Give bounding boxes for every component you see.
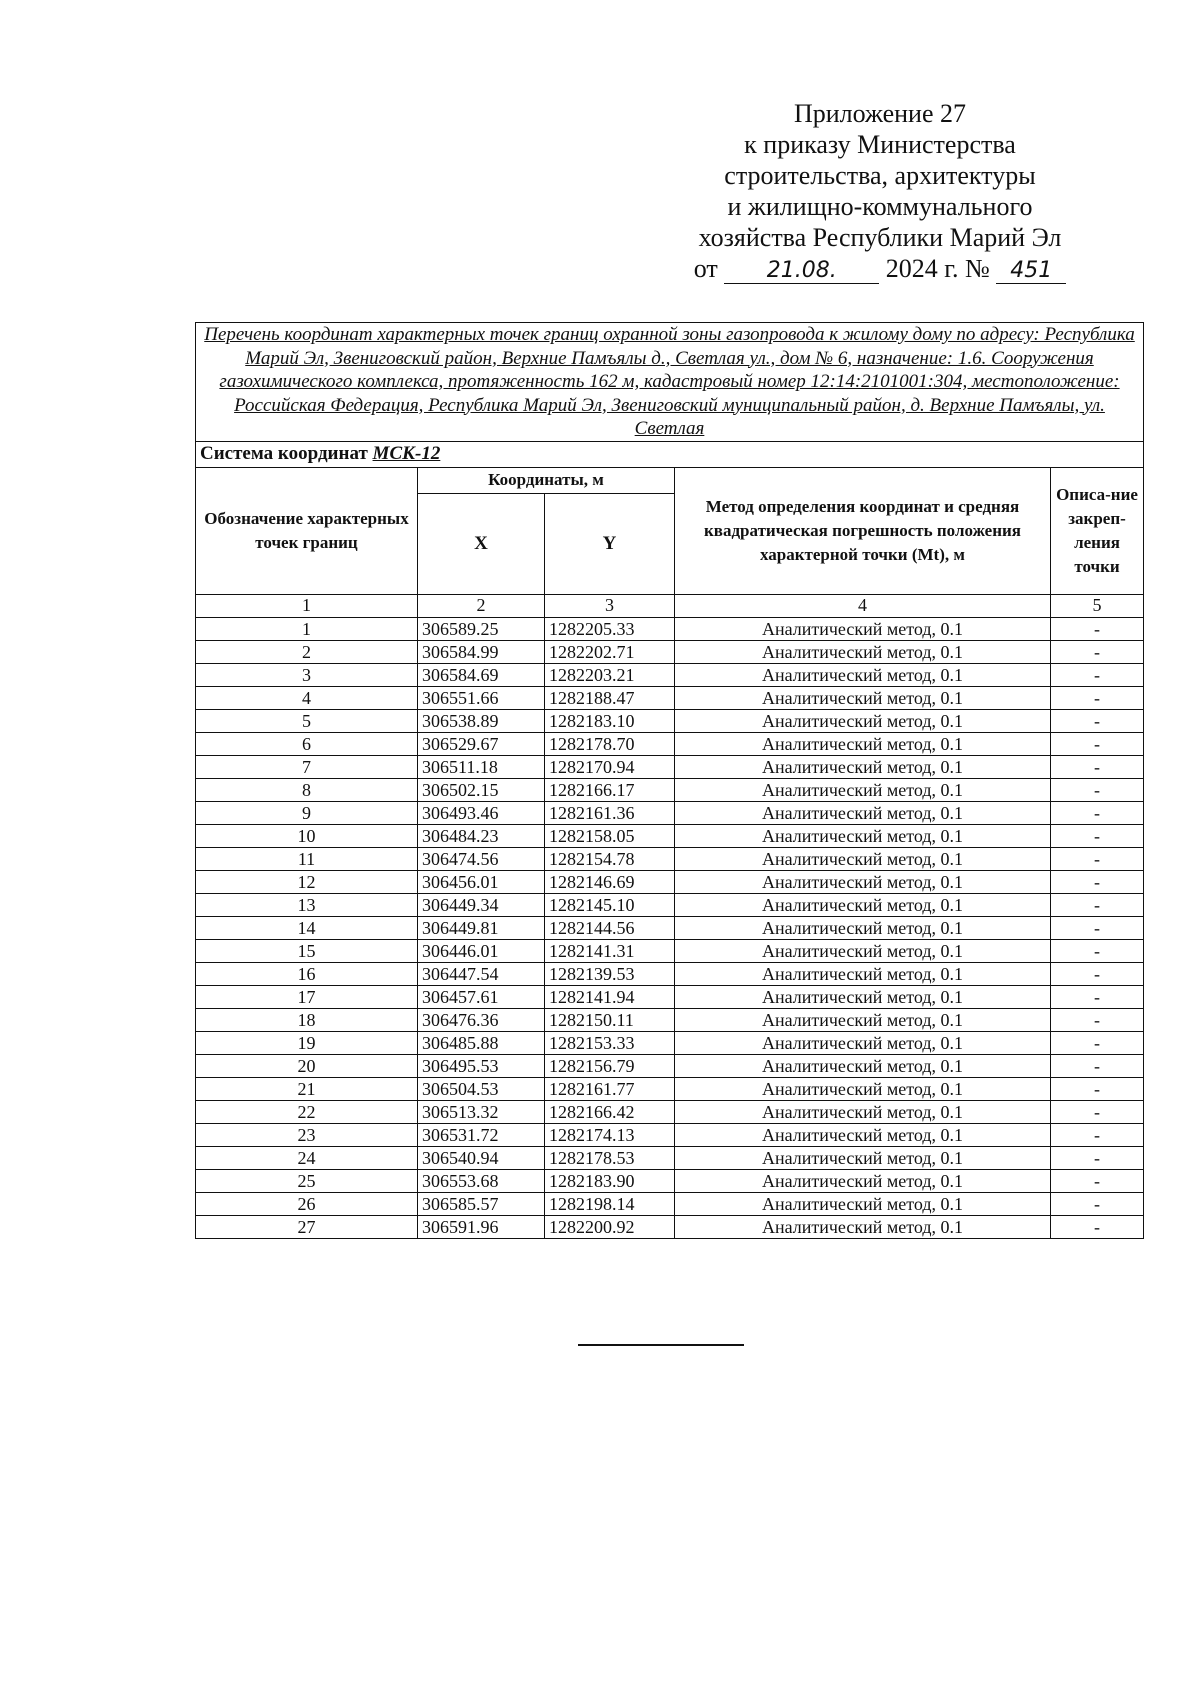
y-coordinate-cell: 1282188.47: [545, 686, 675, 709]
coordinates-table: [195, 322, 1144, 1239]
y-coordinate-cell: 1282202.71: [545, 640, 675, 663]
column-header-description: Описа-ние закреп-ления точки: [1051, 467, 1144, 594]
coordinate-system: [196, 441, 1144, 467]
description-cell: -: [1051, 1146, 1144, 1169]
x-coordinate-cell: 306485.88: [418, 1031, 545, 1054]
description-cell: -: [1051, 939, 1144, 962]
table-row: [196, 663, 1144, 686]
point-number-cell: 27: [196, 1215, 418, 1238]
order-date-number-line: [660, 253, 1100, 284]
y-coordinate-cell: 1282166.42: [545, 1100, 675, 1123]
x-coordinate-cell: 306493.46: [418, 801, 545, 824]
y-coordinate-cell: 1282154.78: [545, 847, 675, 870]
x-coordinate-cell: 306540.94: [418, 1146, 545, 1169]
column-index-row: [196, 594, 1144, 617]
column-index: 4: [675, 594, 1051, 617]
header-line: строительства, архитектуры: [724, 161, 1036, 190]
point-number-cell: 5: [196, 709, 418, 732]
table-row: [196, 1192, 1144, 1215]
method-cell: Аналитический метод, 0.1: [675, 1146, 1051, 1169]
order-number-handwritten: 451: [996, 259, 1066, 284]
method-cell: Аналитический метод, 0.1: [675, 1169, 1051, 1192]
point-number-cell: 17: [196, 985, 418, 1008]
x-coordinate-cell: 306449.34: [418, 893, 545, 916]
description-cell: -: [1051, 732, 1144, 755]
table-row: [196, 1123, 1144, 1146]
description-cell: -: [1051, 801, 1144, 824]
y-coordinate-cell: 1282178.53: [545, 1146, 675, 1169]
y-coordinate-cell: 1282141.94: [545, 985, 675, 1008]
method-cell: Аналитический метод, 0.1: [675, 663, 1051, 686]
x-coordinate-cell: 306504.53: [418, 1077, 545, 1100]
header-row: [196, 467, 1144, 493]
table-row: [196, 916, 1144, 939]
table-row: [196, 709, 1144, 732]
method-cell: Аналитический метод, 0.1: [675, 847, 1051, 870]
description-cell: -: [1051, 847, 1144, 870]
y-coordinate-cell: 1282183.10: [545, 709, 675, 732]
point-number-cell: 3: [196, 663, 418, 686]
y-coordinate-cell: 1282200.92: [545, 1215, 675, 1238]
table-row: [196, 870, 1144, 893]
description-cell: -: [1051, 1100, 1144, 1123]
coordinate-system-label: Система координат: [200, 443, 368, 464]
table-row: [196, 893, 1144, 916]
table-row: [196, 1169, 1144, 1192]
x-coordinate-cell: 306589.25: [418, 617, 545, 640]
point-number-cell: 18: [196, 1008, 418, 1031]
y-coordinate-cell: 1282141.31: [545, 939, 675, 962]
y-coordinate-cell: 1282145.10: [545, 893, 675, 916]
table-row: [196, 985, 1144, 1008]
point-number-cell: 26: [196, 1192, 418, 1215]
point-number-cell: 14: [196, 916, 418, 939]
method-cell: Аналитический метод, 0.1: [675, 640, 1051, 663]
column-index: 2: [418, 594, 545, 617]
x-coordinate-cell: 306591.96: [418, 1215, 545, 1238]
y-coordinate-cell: 1282158.05: [545, 824, 675, 847]
x-coordinate-cell: 306502.15: [418, 778, 545, 801]
table-row: [196, 732, 1144, 755]
method-cell: Аналитический метод, 0.1: [675, 1192, 1051, 1215]
description-cell: -: [1051, 755, 1144, 778]
x-coordinate-cell: 306474.56: [418, 847, 545, 870]
method-cell: Аналитический метод, 0.1: [675, 732, 1051, 755]
column-header-y: Y: [545, 493, 675, 594]
x-coordinate-cell: 306584.99: [418, 640, 545, 663]
method-cell: Аналитический метод, 0.1: [675, 778, 1051, 801]
y-coordinate-cell: 1282205.33: [545, 617, 675, 640]
x-coordinate-cell: 306531.72: [418, 1123, 545, 1146]
method-cell: Аналитический метод, 0.1: [675, 1100, 1051, 1123]
description-cell: -: [1051, 893, 1144, 916]
column-index: 1: [196, 594, 418, 617]
method-cell: Аналитический метод, 0.1: [675, 962, 1051, 985]
method-cell: Аналитический метод, 0.1: [675, 893, 1051, 916]
description-cell: -: [1051, 1192, 1144, 1215]
column-header-coordinates: Координаты, м: [418, 467, 675, 493]
x-coordinate-cell: 306584.69: [418, 663, 545, 686]
column-header-x: X: [418, 493, 545, 594]
point-number-cell: 21: [196, 1077, 418, 1100]
point-number-cell: 11: [196, 847, 418, 870]
description-cell: -: [1051, 778, 1144, 801]
point-number-cell: 6: [196, 732, 418, 755]
description-cell: -: [1051, 824, 1144, 847]
x-coordinate-cell: 306449.81: [418, 916, 545, 939]
point-number-cell: 1: [196, 617, 418, 640]
point-number-cell: 25: [196, 1169, 418, 1192]
description-cell: -: [1051, 1077, 1144, 1100]
point-number-cell: 10: [196, 824, 418, 847]
column-header-points: Обозначение характерных точек границ: [196, 467, 418, 594]
from-prefix: от: [693, 254, 718, 283]
y-coordinate-cell: 1282150.11: [545, 1008, 675, 1031]
description-cell: -: [1051, 985, 1144, 1008]
method-cell: Аналитический метод, 0.1: [675, 1123, 1051, 1146]
description-cell: -: [1051, 1008, 1144, 1031]
point-number-cell: 4: [196, 686, 418, 709]
y-coordinate-cell: 1282146.69: [545, 870, 675, 893]
description-cell: -: [1051, 1215, 1144, 1238]
y-coordinate-cell: 1282183.90: [545, 1169, 675, 1192]
appendix-header: [660, 98, 1100, 284]
method-cell: Аналитический метод, 0.1: [675, 824, 1051, 847]
y-coordinate-cell: 1282161.36: [545, 801, 675, 824]
method-cell: Аналитический метод, 0.1: [675, 870, 1051, 893]
x-coordinate-cell: 306484.23: [418, 824, 545, 847]
y-coordinate-cell: 1282144.56: [545, 916, 675, 939]
table-row: [196, 686, 1144, 709]
x-coordinate-cell: 306553.68: [418, 1169, 545, 1192]
method-cell: Аналитический метод, 0.1: [675, 939, 1051, 962]
method-cell: Аналитический метод, 0.1: [675, 916, 1051, 939]
closing-rule: [578, 1344, 744, 1346]
table-row: [196, 617, 1144, 640]
table-row: [196, 640, 1144, 663]
method-cell: Аналитический метод, 0.1: [675, 617, 1051, 640]
table-row: [196, 1100, 1144, 1123]
y-coordinate-cell: 1282203.21: [545, 663, 675, 686]
table-row: [196, 778, 1144, 801]
method-cell: Аналитический метод, 0.1: [675, 1054, 1051, 1077]
x-coordinate-cell: 306456.01: [418, 870, 545, 893]
point-number-cell: 23: [196, 1123, 418, 1146]
description-cell: -: [1051, 1123, 1144, 1146]
x-coordinate-cell: 306513.32: [418, 1100, 545, 1123]
x-coordinate-cell: 306446.01: [418, 939, 545, 962]
table-row: [196, 1054, 1144, 1077]
table-row: [196, 962, 1144, 985]
order-year-label: 2024 г. №: [885, 254, 990, 283]
y-coordinate-cell: 1282153.33: [545, 1031, 675, 1054]
x-coordinate-cell: 306457.61: [418, 985, 545, 1008]
description-cell: -: [1051, 640, 1144, 663]
table-row: [196, 847, 1144, 870]
point-number-cell: 15: [196, 939, 418, 962]
y-coordinate-cell: 1282156.79: [545, 1054, 675, 1077]
point-number-cell: 8: [196, 778, 418, 801]
point-number-cell: 24: [196, 1146, 418, 1169]
y-coordinate-cell: 1282161.77: [545, 1077, 675, 1100]
method-cell: Аналитический метод, 0.1: [675, 1008, 1051, 1031]
description-cell: -: [1051, 962, 1144, 985]
table-row: [196, 801, 1144, 824]
description-cell: -: [1051, 916, 1144, 939]
method-cell: Аналитический метод, 0.1: [675, 686, 1051, 709]
table-row: [196, 1077, 1144, 1100]
y-coordinate-cell: 1282166.17: [545, 778, 675, 801]
table-row: [196, 1146, 1144, 1169]
description-cell: -: [1051, 1031, 1144, 1054]
description-cell: -: [1051, 1169, 1144, 1192]
method-cell: Аналитический метод, 0.1: [675, 985, 1051, 1008]
point-number-cell: 20: [196, 1054, 418, 1077]
description-cell: -: [1051, 686, 1144, 709]
x-coordinate-cell: 306585.57: [418, 1192, 545, 1215]
table-row: [196, 755, 1144, 778]
column-index: 5: [1051, 594, 1144, 617]
x-coordinate-cell: 306551.66: [418, 686, 545, 709]
column-header-method: Метод определения координат и средняя квадратическая погрешность положения характерной точки (Mt), м: [675, 467, 1051, 594]
header-line: к приказу Министерства: [744, 130, 1016, 159]
y-coordinate-cell: 1282170.94: [545, 755, 675, 778]
order-date-handwritten: 21.08.: [724, 259, 879, 284]
description-cell: -: [1051, 870, 1144, 893]
description-cell: -: [1051, 1054, 1144, 1077]
table-row: [196, 1031, 1144, 1054]
header-line: хозяйства Республики Марий Эл: [698, 223, 1062, 252]
appendix-title: Приложение 27: [793, 99, 967, 128]
x-coordinate-cell: 306495.53: [418, 1054, 545, 1077]
point-number-cell: 13: [196, 893, 418, 916]
point-number-cell: 12: [196, 870, 418, 893]
table-row: [196, 939, 1144, 962]
point-number-cell: 7: [196, 755, 418, 778]
point-number-cell: 16: [196, 962, 418, 985]
point-number-cell: 9: [196, 801, 418, 824]
y-coordinate-cell: 1282139.53: [545, 962, 675, 985]
table-title: Перечень координат характерных точек границ охранной зоны газопровода к жилому дому по адресу: Республика Марий Эл, Звениговский район, Верхние Памъялы д., Светлая ул., дом № 6, назначение: 1.6. Сооружения газохимического комплекса, протяженность 162 м, кадастровый номер 12:14:2101001:304, местоположение: Российская Федерация, Республика Марий Эл, Звениговский муниципальный район, д. Верхние Памъялы, ул. Светлая: [196, 323, 1144, 442]
method-cell: Аналитический метод, 0.1: [675, 709, 1051, 732]
x-coordinate-cell: 306538.89: [418, 709, 545, 732]
y-coordinate-cell: 1282178.70: [545, 732, 675, 755]
coordinate-system-value: МСК-12: [372, 443, 441, 464]
point-number-cell: 19: [196, 1031, 418, 1054]
coordinate-system-row: [196, 441, 1144, 467]
table-row: [196, 1008, 1144, 1031]
table-row: [196, 824, 1144, 847]
method-cell: Аналитический метод, 0.1: [675, 801, 1051, 824]
description-cell: -: [1051, 709, 1144, 732]
point-number-cell: 22: [196, 1100, 418, 1123]
method-cell: Аналитический метод, 0.1: [675, 1077, 1051, 1100]
column-index: 3: [545, 594, 675, 617]
header-line: и жилищно-коммунального: [727, 192, 1033, 221]
x-coordinate-cell: 306447.54: [418, 962, 545, 985]
x-coordinate-cell: 306476.36: [418, 1008, 545, 1031]
y-coordinate-cell: 1282174.13: [545, 1123, 675, 1146]
description-cell: -: [1051, 617, 1144, 640]
description-cell: -: [1051, 663, 1144, 686]
y-coordinate-cell: 1282198.14: [545, 1192, 675, 1215]
table-row: [196, 1215, 1144, 1238]
x-coordinate-cell: 306511.18: [418, 755, 545, 778]
x-coordinate-cell: 306529.67: [418, 732, 545, 755]
method-cell: Аналитический метод, 0.1: [675, 755, 1051, 778]
method-cell: Аналитический метод, 0.1: [675, 1031, 1051, 1054]
table-title-row: [196, 323, 1144, 442]
point-number-cell: 2: [196, 640, 418, 663]
method-cell: Аналитический метод, 0.1: [675, 1215, 1051, 1238]
